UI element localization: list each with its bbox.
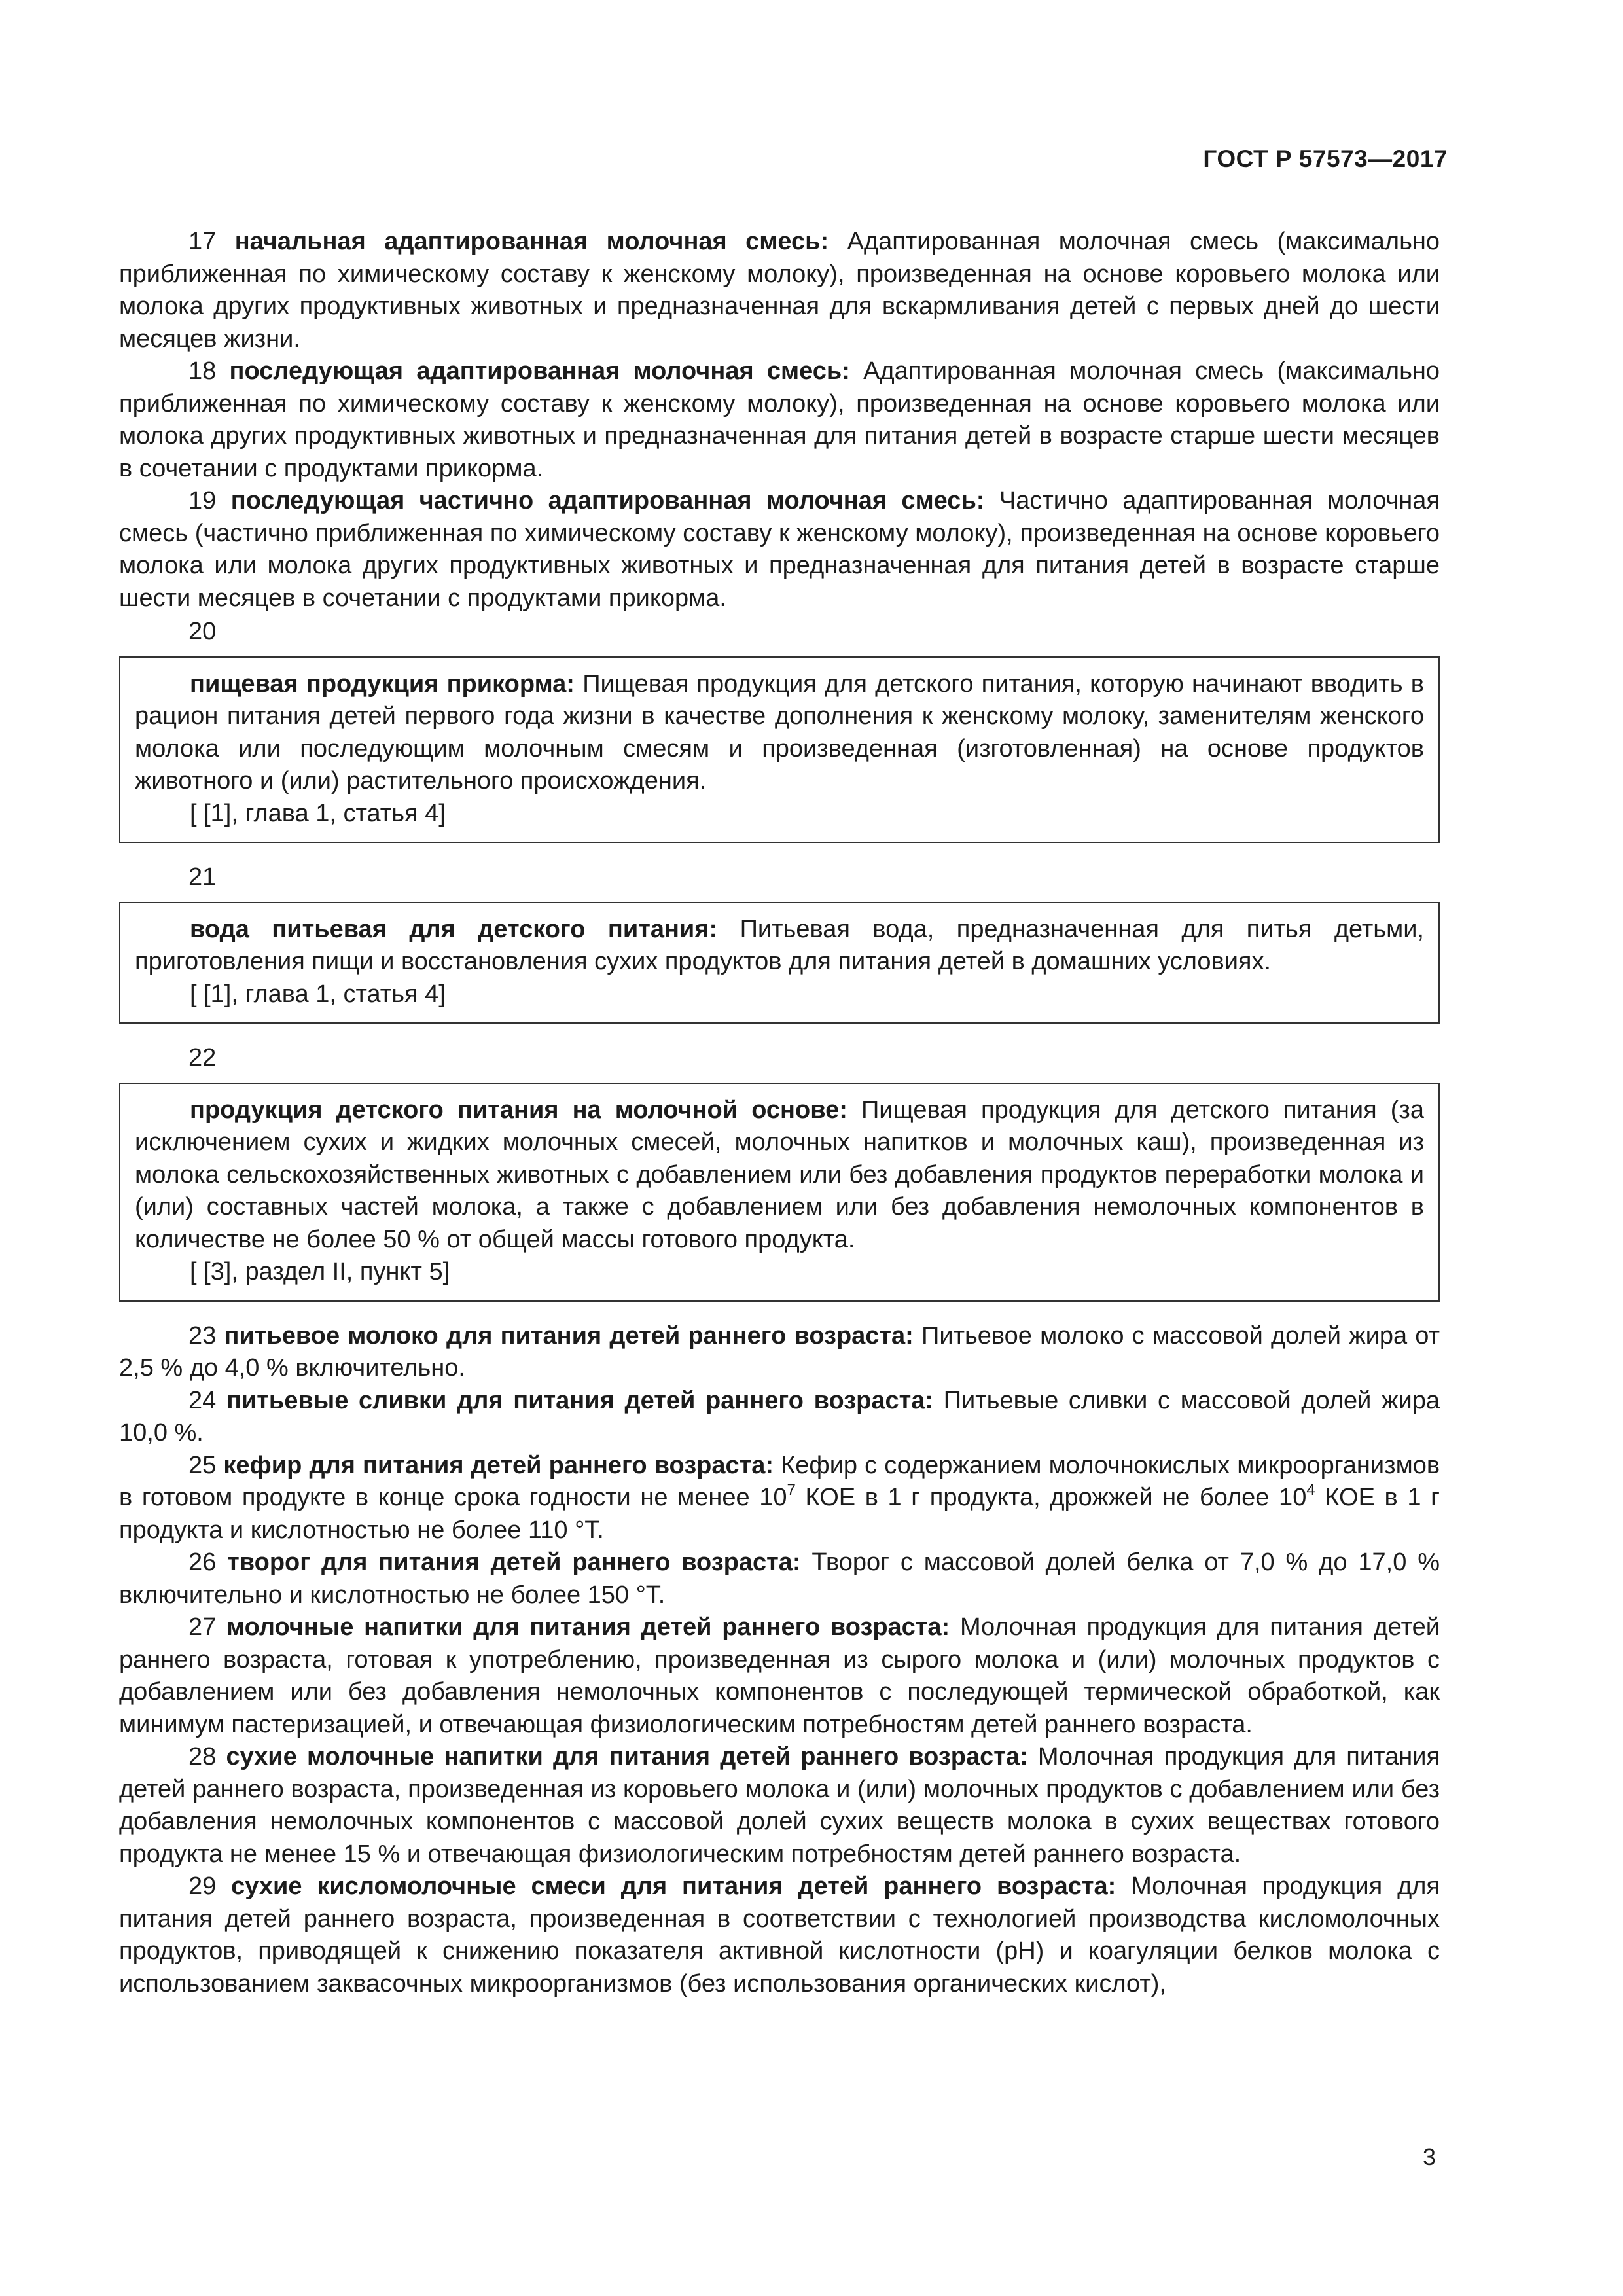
term: пищевая продукция прикорма: <box>190 670 575 698</box>
definition-20 <box>135 668 1424 798</box>
definition-text-a: Кефир с содержанием молочнокислых микроорганизмов в готовом продукте в конце срока годности не менее 10 <box>119 1451 1440 1511</box>
definition-text: Адаптированная молочная смесь (максимально приближенная по химическому составу к женскому молоку), произведенная на основе коровьего молока или молока других продуктивных животных и предназначенная для вскармливания детей с первых дней до шести месяцев жизни. <box>119 228 1440 353</box>
definition-text: Пищевая продукция для детского питания, которую начинают вводить в рацион питания детей первого года жизни в качестве дополнения к женскому молоку, заменителям женского молока или последующим молочным смесям и произведенная (изготовленная) на основе продуктов животного и (или) растительного происхождения. <box>135 670 1424 795</box>
definition-24 <box>119 1385 1440 1450</box>
clause-number: 24 <box>188 1386 217 1414</box>
exponent: 7 <box>787 1481 796 1499</box>
exponent: 4 <box>1306 1481 1315 1499</box>
definition-18 <box>119 355 1440 485</box>
definition-22 <box>135 1094 1424 1257</box>
definition-28 <box>119 1741 1440 1871</box>
definition-text: Адаптированная молочная смесь (максимально приближенная по химическому составу к женскому молоку), произведенная на основе коровьего молока или молока других продуктивных животных и предназначенная для питания детей в возрасте старше шести месяцев в сочетании с продуктами прикорма. <box>119 357 1440 482</box>
term: начальная адаптированная молочная смесь: <box>234 228 829 255</box>
term: сухие кисломолочные смеси для питания детей раннего возраста: <box>231 1873 1116 1900</box>
definition-25 <box>119 1450 1440 1547</box>
framed-definition-20 <box>119 656 1440 844</box>
definition-text-b: КОЕ в 1 г продукта, дрожжей не более 10 <box>795 1484 1307 1511</box>
definition-text-c: КОЕ в 1 г продукта и кислотностью не более 110 °Т. <box>119 1484 1440 1544</box>
definition-text: Молочная продукция для питания детей раннего возраста, произведенная из коровьего молока и (или) молочных продуктов с добавлением или без добавления немолочных компонентов с массовой долей сухих веществ молока в сухих веществах готового продукта не менее 15 % и отвечающая физиологическим потребностям детей раннего возраста. <box>119 1743 1440 1868</box>
definition-text: Питьевая вода, предназначенная для питья детьми, приготовления пищи и восстановления сухих продуктов для питания детей в домашних условиях. <box>135 915 1424 975</box>
clause-number-22: 22 <box>188 1044 217 1071</box>
term: вода питьевая для детского питания: <box>190 915 718 943</box>
source-reference: [ [1], глава 1, статья 4] <box>190 799 446 827</box>
term: молочные напитки для питания детей раннего возраста: <box>226 1613 950 1641</box>
definition-text: Молочная продукция для питания детей раннего возраста, произведенная в соответствии с технологией производства кисломолочных продуктов, приводящей к снижению показателя активной кислотности (pH) и коагуляции белков молока с использованием заквасочных микроорганизмов (без использования органических кислот), <box>119 1873 1440 1998</box>
clause-number: 17 <box>188 228 217 255</box>
definition-text: Частично адаптированная молочная смесь (частично приближенная по химическому составу к женскому молоку), произведенная на основе коровьего молока или молока других продуктивных животных и предназначенная для питания детей в возрасте старше шести месяцев в сочетании с продуктами прикорма. <box>119 487 1440 612</box>
definition-26 <box>119 1547 1440 1611</box>
framed-definition-22 <box>119 1083 1440 1302</box>
definition-text: Питьевые сливки с массовой долей жира 10,0 %. <box>119 1386 1440 1446</box>
definition-17 <box>119 226 1440 355</box>
definition-19 <box>119 485 1440 615</box>
term: последующая частично адаптированная молочная смесь: <box>230 487 985 514</box>
term: питьевое молоко для питания детей раннего возраста: <box>224 1321 914 1350</box>
definition-21 <box>135 914 1424 978</box>
term: кефир для питания детей раннего возраста: <box>223 1451 774 1479</box>
page-number: 3 <box>1422 2144 1436 2170</box>
definition-text: Пищевая продукция для детского питания (за исключением сухих и жидких молочных смесей, молочных напитков и молочных каш), произведенная из молока сельскохозяйственных животных с добавлением или без добавления продуктов переработки молока и (или) составных частей молока, а также с добавлением или без добавления немолочных компонентов в количестве не более 50 % от общей массы готового продукта. <box>135 1096 1424 1253</box>
clause-number: 19 <box>188 487 217 514</box>
source-reference: [ [3], раздел II, пункт 5] <box>190 1258 450 1285</box>
definition-23 <box>119 1320 1440 1385</box>
definition-27 <box>119 1611 1440 1741</box>
term: питьевые сливки для питания детей раннего возраста: <box>226 1386 933 1414</box>
framed-definition-21 <box>119 902 1440 1024</box>
clause-number: 18 <box>188 357 217 385</box>
clause-number-21: 21 <box>188 863 217 891</box>
clause-number-20: 20 <box>188 618 217 645</box>
term: продукция детского питания на молочной основе: <box>190 1096 847 1124</box>
clause-number: 29 <box>188 1873 217 1900</box>
document-body <box>119 226 1440 2000</box>
clause-number: 26 <box>188 1549 217 1576</box>
clause-number: 25 <box>188 1451 217 1479</box>
source-reference: [ [1], глава 1, статья 4] <box>190 980 446 1008</box>
clause-number: 27 <box>188 1613 217 1641</box>
definition-text: Питьевое молоко с массовой долей жира от 2,5 % до 4,0 % включительно. <box>119 1321 1440 1382</box>
term: сухие молочные напитки для питания детей раннего возраста: <box>226 1743 1028 1770</box>
definition-text: Творог с массовой долей белка от 7,0 % до 17,0 % включительно и кислотностью не более 150 °Т. <box>119 1549 1440 1609</box>
term: последующая адаптированная молочная смесь: <box>229 357 850 385</box>
definition-29 <box>119 1871 1440 2000</box>
clause-number: 28 <box>188 1743 217 1770</box>
clause-number: 23 <box>188 1321 217 1350</box>
document-code: ГОСТ Р 57573—2017 <box>1203 145 1448 172</box>
definition-text: Молочная продукция для питания детей раннего возраста, готовая к употреблению, произведенная из сырого молока и (или) молочных продуктов с добавлением или без добавления немолочных компонентов с последующей термической обработкой, как минимум пастеризацией, и отвечающая физиологическим потребностям детей раннего возраста. <box>119 1613 1440 1738</box>
term: творог для питания детей раннего возраста: <box>227 1549 801 1576</box>
